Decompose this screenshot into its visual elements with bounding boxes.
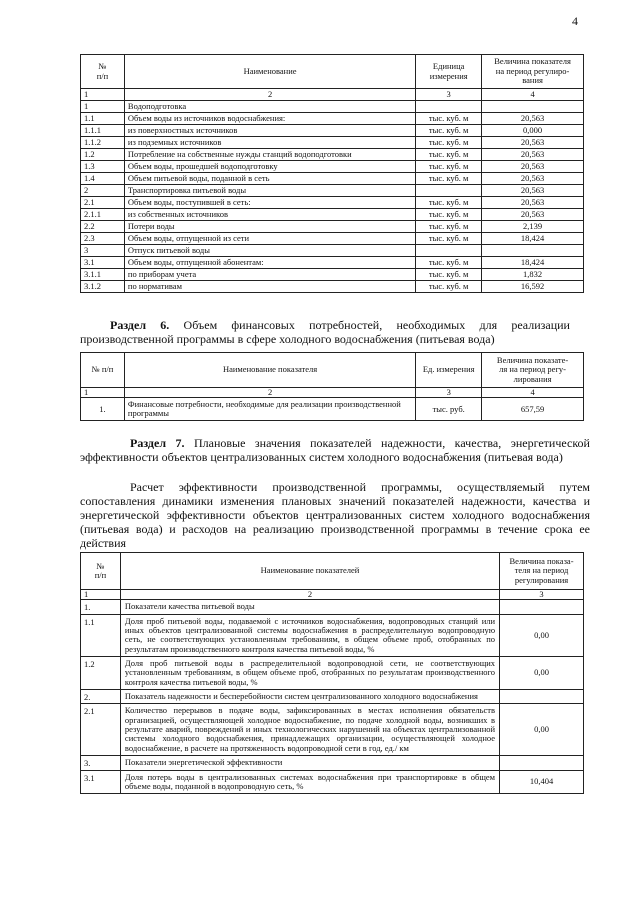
table-cell — [500, 756, 584, 770]
table-cell: Объем воды, прошедшей водоподготовку — [124, 161, 415, 173]
column-number-cell: 3 — [416, 89, 482, 101]
table-row — [81, 657, 584, 690]
table-cell — [482, 101, 584, 113]
table-cell: 1.1 — [81, 614, 121, 656]
header-row — [81, 553, 584, 590]
table-row — [81, 614, 584, 656]
table-cell: Потребление на собственные нужды станций водоподготовки — [124, 149, 415, 161]
table-cell: тыс. куб. м — [416, 233, 482, 245]
table-row — [81, 197, 584, 209]
section6-text: Объем финансовых потребностей, необходимых для реализации производственной программы в сфере холодного водоснабжения (питьевая вода) — [80, 318, 570, 346]
section7-heading — [80, 436, 590, 464]
table-cell: 2.3 — [81, 233, 125, 245]
column-number-cell: 4 — [482, 388, 584, 398]
table-cell — [500, 600, 584, 614]
table-row — [81, 125, 584, 137]
column-number-cell: 2 — [124, 89, 415, 101]
table-cell: тыс. куб. м — [416, 269, 482, 281]
table-row — [81, 209, 584, 221]
table-row — [81, 233, 584, 245]
table-cell: Показатели энергетической эффективности — [120, 756, 499, 770]
column-number-cell: 3 — [500, 590, 584, 600]
table-cell: 20,563 — [482, 197, 584, 209]
table-cell: тыс. куб. м — [416, 209, 482, 221]
table-cell: 3.1 — [81, 770, 121, 794]
table-cell: тыс. куб. м — [416, 197, 482, 209]
table-cell: 1.1.2 — [81, 137, 125, 149]
table-cell: 1.4 — [81, 173, 125, 185]
column-number-cell: 3 — [416, 388, 482, 398]
table-cell: по нормативам — [124, 281, 415, 293]
table-cell: 3.1.2 — [81, 281, 125, 293]
table-cell: Количество перерывов в подаче воды, зафиксированных в местах исполнения обязательств организацией, осуществляющей холодное водоснабжение, по подаче холодной воды, возникших в результате аварий, повреждений и иных технологических нарушений на объектах централизованной системы холодного водоснабжения, принадлежащих организации, осуществляющей холодное водоснабжение, в расчете на протяженность водопроводной сети в год, ед./ км — [120, 704, 499, 756]
table-cell — [416, 101, 482, 113]
header-row — [81, 55, 584, 89]
table-cell: 2.1 — [81, 704, 121, 756]
table-cell: 1. — [81, 600, 121, 614]
table-cell: тыс. куб. м — [416, 149, 482, 161]
column-number-cell: 1 — [81, 590, 121, 600]
table-cell: Объем воды, поступившей в сеть: — [124, 197, 415, 209]
table-cell: Доля потерь воды в централизованных системах водоснабжения при транспортировке в общем объеме воды, поданной в водопроводную сеть, % — [120, 770, 499, 794]
header-cell: Наименование показателей — [120, 553, 499, 590]
table-cell: 2.2 — [81, 221, 125, 233]
table-cell: 2.1 — [81, 197, 125, 209]
table-row — [81, 281, 584, 293]
table-cell — [482, 245, 584, 257]
table-cell: 0,00 — [500, 657, 584, 690]
header-cell: Наименование — [124, 55, 415, 89]
indicators-table — [80, 552, 584, 794]
table-cell: Объем воды, отпущенной абонентам: — [124, 257, 415, 269]
table-row — [81, 149, 584, 161]
column-number-cell: 4 — [482, 89, 584, 101]
table-cell: тыс. куб. м — [416, 137, 482, 149]
table-cell: Показатель надежности и бесперебойности систем централизованного холодного водоснабжения — [120, 690, 499, 704]
table-cell: по приборам учета — [124, 269, 415, 281]
table-cell: 3.1.1 — [81, 269, 125, 281]
table-cell — [416, 245, 482, 257]
table-cell: 20,563 — [482, 137, 584, 149]
header-cell: № п/п — [81, 55, 125, 89]
table-row — [81, 221, 584, 233]
table-cell: Водоподготовка — [124, 101, 415, 113]
table-row — [81, 113, 584, 125]
section6-label: Раздел 6. — [110, 318, 170, 332]
table-cell: тыс. куб. м — [416, 257, 482, 269]
table-row — [81, 398, 584, 421]
table-row — [81, 269, 584, 281]
table-cell: 20,563 — [482, 185, 584, 197]
table-cell: 0,00 — [500, 704, 584, 756]
table-cell: тыс. куб. м — [416, 125, 482, 137]
table-cell: из собственных источников — [124, 209, 415, 221]
column-number-cell: 2 — [124, 388, 415, 398]
section7-label: Раздел 7. — [130, 436, 185, 450]
table-cell: 657,59 — [482, 398, 584, 421]
table-cell: 2 — [81, 185, 125, 197]
table-cell — [500, 690, 584, 704]
table-cell: 20,563 — [482, 113, 584, 125]
table-cell: 1 — [81, 101, 125, 113]
table-row — [81, 704, 584, 756]
table-cell: тыс. куб. м — [416, 113, 482, 125]
table-cell: Объем питьевой воды, поданной в сеть — [124, 173, 415, 185]
table-cell: из поверхностных источников — [124, 125, 415, 137]
table-row — [81, 185, 584, 197]
table-cell: 10,404 — [500, 770, 584, 794]
table-cell: тыс. куб. м — [416, 221, 482, 233]
table-row — [81, 756, 584, 770]
table-cell — [416, 185, 482, 197]
table-cell: 1.2 — [81, 657, 121, 690]
table-cell: 20,563 — [482, 209, 584, 221]
table-cell: 0,000 — [482, 125, 584, 137]
header-cell: Величина показа- теля на период регулирования — [500, 553, 584, 590]
table-row — [81, 690, 584, 704]
table-cell: 2.1.1 — [81, 209, 125, 221]
table-cell: 1.1.1 — [81, 125, 125, 137]
table-cell: тыс. руб. — [416, 398, 482, 421]
table-cell: 3 — [81, 245, 125, 257]
table-cell: 1. — [81, 398, 125, 421]
table-cell: Доля проб питьевой воды, подаваемой с источников водоснабжения, водопроводных станций или иных объектов централизованной системы водоснабжения в распределительную водопроводную сеть, не соответствующих установленным требованиям, в общем объеме проб, отобранных по результатам производственного контроля качества питьевой воды, % — [120, 614, 499, 656]
table-cell: 20,563 — [482, 173, 584, 185]
table-cell: 3.1 — [81, 257, 125, 269]
column-number-row — [81, 388, 584, 398]
table-cell: 18,424 — [482, 233, 584, 245]
table-cell: тыс. куб. м — [416, 281, 482, 293]
table-cell: тыс. куб. м — [416, 161, 482, 173]
header-cell: Величина показате- ля на период регу- лирования — [482, 353, 584, 388]
header-cell: № п/п — [81, 353, 125, 388]
column-number-cell: 1 — [81, 388, 125, 398]
column-number-row — [81, 89, 584, 101]
section7-text: Плановые значения показателей надежности, качества, энергетической эффективности объектов централизованных систем холодного водоснабжения (питьевая вода) — [80, 436, 590, 464]
table-cell: 1.3 — [81, 161, 125, 173]
table-cell: Отпуск питьевой воды — [124, 245, 415, 257]
table-cell: 1,832 — [482, 269, 584, 281]
header-cell: Ед. измерения — [416, 353, 482, 388]
table-cell: 1.2 — [81, 149, 125, 161]
table-cell: 20,563 — [482, 149, 584, 161]
water-volume-table — [80, 54, 584, 293]
table-cell: Объем воды, отпущенной из сети — [124, 233, 415, 245]
table-cell: Транспортировка питьевой воды — [124, 185, 415, 197]
table-row — [81, 245, 584, 257]
table-cell: 20,563 — [482, 161, 584, 173]
header-cell: Единица измерения — [416, 55, 482, 89]
table-cell: из подземных источников — [124, 137, 415, 149]
section6-heading — [80, 318, 570, 346]
table-row — [81, 161, 584, 173]
table-cell: Финансовые потребности, необходимые для реализации производственной программы — [124, 398, 415, 421]
table-cell: 16,592 — [482, 281, 584, 293]
table-row — [81, 257, 584, 269]
table-cell: 0,00 — [500, 614, 584, 656]
header-cell: Наименование показателя — [124, 353, 415, 388]
table-cell: 2,139 — [482, 221, 584, 233]
table-cell: Объем воды из источников водоснабжения: — [124, 113, 415, 125]
table-cell: 2. — [81, 690, 121, 704]
table-cell: 1.1 — [81, 113, 125, 125]
column-number-row — [81, 590, 584, 600]
header-row — [81, 353, 584, 388]
table-row — [81, 137, 584, 149]
column-number-cell: 1 — [81, 89, 125, 101]
table-row — [81, 101, 584, 113]
header-cell: № п/п — [81, 553, 121, 590]
table-row — [81, 173, 584, 185]
table-cell: Показатели качества питьевой воды — [120, 600, 499, 614]
column-number-cell: 2 — [120, 590, 499, 600]
financial-table — [80, 352, 584, 421]
table-row — [81, 600, 584, 614]
table-cell: тыс. куб. м — [416, 173, 482, 185]
header-cell: Величина показателя на период регулиро- вания — [482, 55, 584, 89]
table-cell: 3. — [81, 756, 121, 770]
table-row — [81, 770, 584, 794]
table-cell: Доля проб питьевой воды в распределительной водопроводной сети, не соответствующих установленным требованиям, в общем объеме проб, отобранных по результатам производственного контроля качества питьевой воды, % — [120, 657, 499, 690]
table-cell: Потери воды — [124, 221, 415, 233]
table-cell: 18,424 — [482, 257, 584, 269]
efficiency-paragraph: Расчет эффективности производственной программы, осуществляемый путем сопоставления динамики изменения плановых значений показателей надежности, качества и энергетической эффективности объектов централизованных систем холодного водоснабжения (питьевая вода) и расходов на реализацию производственной программы в течение срока ее действия — [80, 480, 590, 550]
page-number: 4 — [572, 14, 578, 28]
